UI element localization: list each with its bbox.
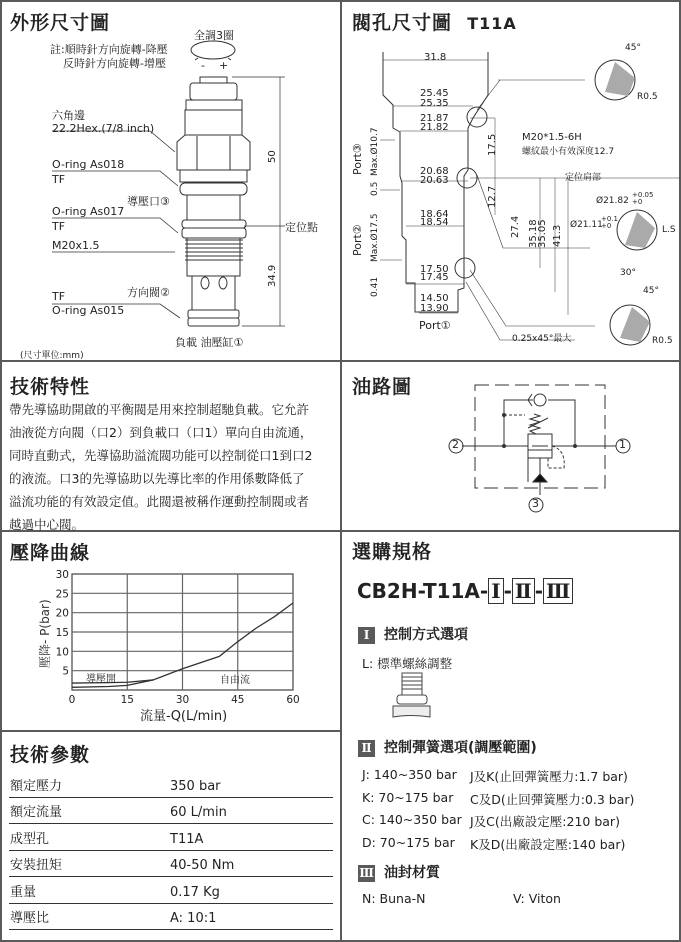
- annotation-free-flow: 自由流: [220, 675, 250, 686]
- thread-label: M20x1.5: [52, 239, 100, 252]
- plus-sign: +: [219, 59, 229, 72]
- y-tick-label: 15: [55, 627, 69, 639]
- dim-17-45: 17.45: [420, 272, 449, 283]
- dim-14-50: 14.50: [420, 293, 449, 304]
- x-tick-label: 0: [68, 694, 76, 706]
- spring-range: C: 140~350 bar: [362, 812, 462, 827]
- spec-value: T11A: [170, 831, 204, 847]
- adjust-screw-icon: [390, 670, 435, 720]
- dim-20-63: 20.63: [420, 175, 449, 186]
- chart-xlabel: 流量-Q(L/min): [140, 709, 228, 724]
- spring-range: D: 70~175 bar: [362, 834, 455, 850]
- x-tick-label: 30: [175, 694, 190, 706]
- tol-21-82: [632, 192, 653, 206]
- cavity-drawing: [340, 0, 681, 360]
- chamfer-label: 0.25x45°最大: [512, 334, 572, 344]
- features-line: 溢流功能的有效設定值。此閥還被稱作運動控制閥或者: [9, 494, 310, 509]
- features-line: 越過中心閥。: [9, 517, 85, 532]
- code-dash: -: [534, 579, 544, 603]
- spec-label: 成型孔: [10, 831, 50, 847]
- spec-value: 40-50 Nm: [170, 858, 235, 874]
- circuit-port-2: 2: [452, 438, 459, 451]
- locate-point-label: 定位點: [285, 221, 318, 234]
- features-line: 帶先導協助開啟的平衡閥是用來控制超馳負載。它允許: [9, 402, 310, 417]
- dim-31-8: 31.8: [424, 52, 447, 63]
- y-tick-label: 20: [55, 607, 69, 620]
- max-17-5: Max.Ø17.5: [370, 213, 380, 262]
- dim-35-18: 35.18: [528, 219, 539, 248]
- dim-27-4: 27.4: [510, 215, 521, 238]
- dim-13-90: 13.90: [420, 303, 449, 314]
- spec-label: 額定流量: [10, 805, 63, 821]
- cavity-port-3: Port③: [351, 143, 364, 175]
- cavity-port-2: Port②: [351, 224, 364, 256]
- section-1-title: 控制方式選項: [384, 627, 468, 643]
- tol-upper: +0.05: [632, 191, 654, 199]
- spring-note: J及C(出廠設定壓:210 bar): [470, 814, 620, 829]
- spec-row: [9, 798, 333, 824]
- dia-21-82: Ø21.82: [596, 196, 629, 206]
- spring-note: C及D(止回彈簧壓力:0.3 bar): [470, 791, 635, 807]
- pilot-port-label: 導壓口③: [127, 195, 170, 208]
- dim-25-45: 25.45: [420, 88, 449, 99]
- specs-title: 技術參數: [10, 744, 91, 766]
- dim-50: 50: [267, 150, 278, 163]
- tf-3: TF: [52, 290, 66, 303]
- spec-label: 導壓比: [10, 911, 50, 926]
- oring-as018: O-ring As018: [52, 158, 125, 171]
- direction-port-label: 方向閥②: [127, 286, 170, 299]
- section-2-title: 控制彈簧選項(調壓範圍): [384, 740, 537, 756]
- dim-17-5-v: 17.5: [487, 133, 498, 156]
- x-tick-label: 15: [120, 694, 134, 706]
- features-title: 技術特性: [10, 376, 91, 398]
- max-10-7: Max.Ø10.7: [370, 127, 380, 176]
- dia-21-11: Ø21.11: [570, 220, 603, 230]
- spec-value: A: 10:1: [170, 911, 217, 926]
- radius-0-5-bottom: R0.5: [652, 336, 673, 346]
- seal-option-n: N: Buna-N: [362, 891, 426, 906]
- spec-row: [9, 878, 333, 904]
- spec-label: 額定壓力: [10, 779, 63, 794]
- ls-label: L.S: [662, 225, 676, 235]
- x-tick-label: 45: [231, 694, 245, 706]
- x-tick-label: 60: [286, 694, 300, 706]
- spring-note: K及D(出廠設定壓:140 bar): [470, 836, 626, 852]
- code-box-2: Ⅱ: [512, 578, 535, 604]
- code-box-1: Ⅰ: [488, 578, 503, 604]
- thread-spec: M20*1.5-6H: [522, 132, 582, 143]
- seal-option-v: V: Viton: [513, 891, 561, 906]
- chart-title: 壓降曲線: [10, 542, 91, 564]
- dim-41-3: 41.3: [552, 224, 563, 247]
- y-tick-label: 5: [62, 665, 69, 678]
- angle-30: 30°: [620, 268, 636, 278]
- spec-value: 350 bar: [170, 779, 221, 794]
- outline-title: 外形尺寸圖: [10, 12, 111, 34]
- ordering-code: [357, 578, 573, 604]
- annotation-pilot-open: 導壓開: [86, 674, 116, 685]
- ordering-title: 選購規格: [352, 541, 433, 563]
- tf-1: TF: [52, 173, 66, 186]
- y-tick-label: 30: [55, 569, 69, 581]
- section-1-heading: [358, 624, 468, 644]
- spec-row: [9, 904, 333, 930]
- tol-lower: +0: [601, 222, 612, 230]
- section-3-heading: [358, 862, 440, 882]
- dim-0-41: 0.41: [370, 276, 380, 297]
- spec-row: [9, 825, 333, 851]
- spec-row: [9, 851, 333, 877]
- circuit-port-3: 3: [532, 497, 539, 510]
- dim-35-05: 35.05: [537, 219, 548, 248]
- dim-25-35: 25.35: [420, 98, 449, 109]
- code-prefix: CB2H-T11A-: [357, 579, 489, 603]
- angle-45-bottom: 45°: [643, 286, 659, 296]
- dim-21-82: 21.82: [420, 122, 449, 133]
- dim-20-68: 20.68: [420, 166, 449, 177]
- cavity-port-1: Port①: [419, 319, 451, 332]
- section-2-heading: [358, 737, 537, 757]
- features-line: 的液流。口3的先導協助以先導比率的作用係數降低了: [9, 471, 305, 486]
- spec-label: 重量: [10, 884, 37, 900]
- dim-17-50: 17.50: [420, 264, 449, 275]
- cavity-model: T11A: [467, 14, 517, 33]
- dim-18-54: 18.54: [420, 217, 449, 228]
- spec-row: [9, 772, 333, 798]
- cavity-title-text: 閥孔尺寸圖: [352, 12, 453, 34]
- code-box-3: Ⅲ: [543, 578, 573, 604]
- dim-0-5: 0.5: [370, 181, 380, 196]
- dim-34-9: 34.9: [267, 264, 278, 287]
- section-1-number: Ⅰ: [358, 627, 375, 644]
- spec-label: 安裝扭矩: [10, 858, 63, 874]
- control-option-l: L: 標準螺絲調整: [362, 656, 453, 671]
- features-line: 油液從方向閥（口2）到負載口（口1）單向自由流通，: [9, 425, 313, 440]
- oring-as017: O-ring As017: [52, 205, 125, 218]
- rotation-note-2: 反時針方向旋轉-增壓: [63, 57, 166, 70]
- dim-21-87: 21.87: [420, 113, 449, 124]
- spec-value: 0.17 Kg: [170, 884, 220, 900]
- tol-lower: +0: [632, 198, 643, 206]
- spring-note: J及K(止回彈簧壓力:1.7 bar): [470, 769, 628, 784]
- rotation-note-1: 註:順時針方向旋轉-降壓: [50, 43, 168, 56]
- section-2-number: Ⅱ: [358, 740, 375, 757]
- hex-size: 22.2Hex.(7/8 inch): [52, 122, 155, 135]
- spec-value: 60 L/min: [170, 805, 227, 821]
- section-3-number: Ⅲ: [359, 866, 374, 880]
- shoulder-label: 定位肩部: [565, 173, 602, 183]
- dim-12-7-v: 12.7: [487, 185, 498, 208]
- dim-18-64: 18.64: [420, 209, 449, 220]
- oring-as015: O-ring As015: [52, 304, 125, 317]
- section-3-title: 油封材質: [384, 865, 440, 881]
- load-port-label: 負載 油壓缸①: [175, 336, 244, 349]
- code-dash: -: [503, 579, 512, 603]
- tf-2: TF: [52, 220, 66, 233]
- circuit-title: 油路圖: [352, 376, 413, 398]
- y-tick-label: 10: [55, 646, 69, 659]
- spring-range: J: 140~350 bar: [362, 767, 457, 782]
- turns-label: 全調3圈: [194, 29, 234, 42]
- features-text: [9, 398, 335, 536]
- circuit-port-1: 1: [619, 438, 626, 451]
- tol-upper: +0.1: [601, 215, 618, 223]
- hydraulic-circuit: [340, 360, 681, 530]
- minus-sign: -: [201, 59, 205, 72]
- angle-45-top: 45°: [625, 43, 641, 53]
- thread-depth: 螺紋最小有效深度12.7: [522, 147, 615, 157]
- radius-0-5-top: R0.5: [637, 92, 658, 102]
- tol-21-11: [601, 216, 618, 230]
- hex-label: 六角邊: [52, 109, 85, 122]
- unit-note: (尺寸單位:mm): [20, 351, 84, 361]
- chart-ylabel: 壓降- P(bar): [38, 599, 52, 668]
- y-tick-label: 25: [55, 588, 69, 601]
- features-line: 同時直動式，先導協助溢流閥功能可以控制從口1到口2: [9, 448, 313, 463]
- spring-range: K: 70~175 bar: [362, 789, 454, 805]
